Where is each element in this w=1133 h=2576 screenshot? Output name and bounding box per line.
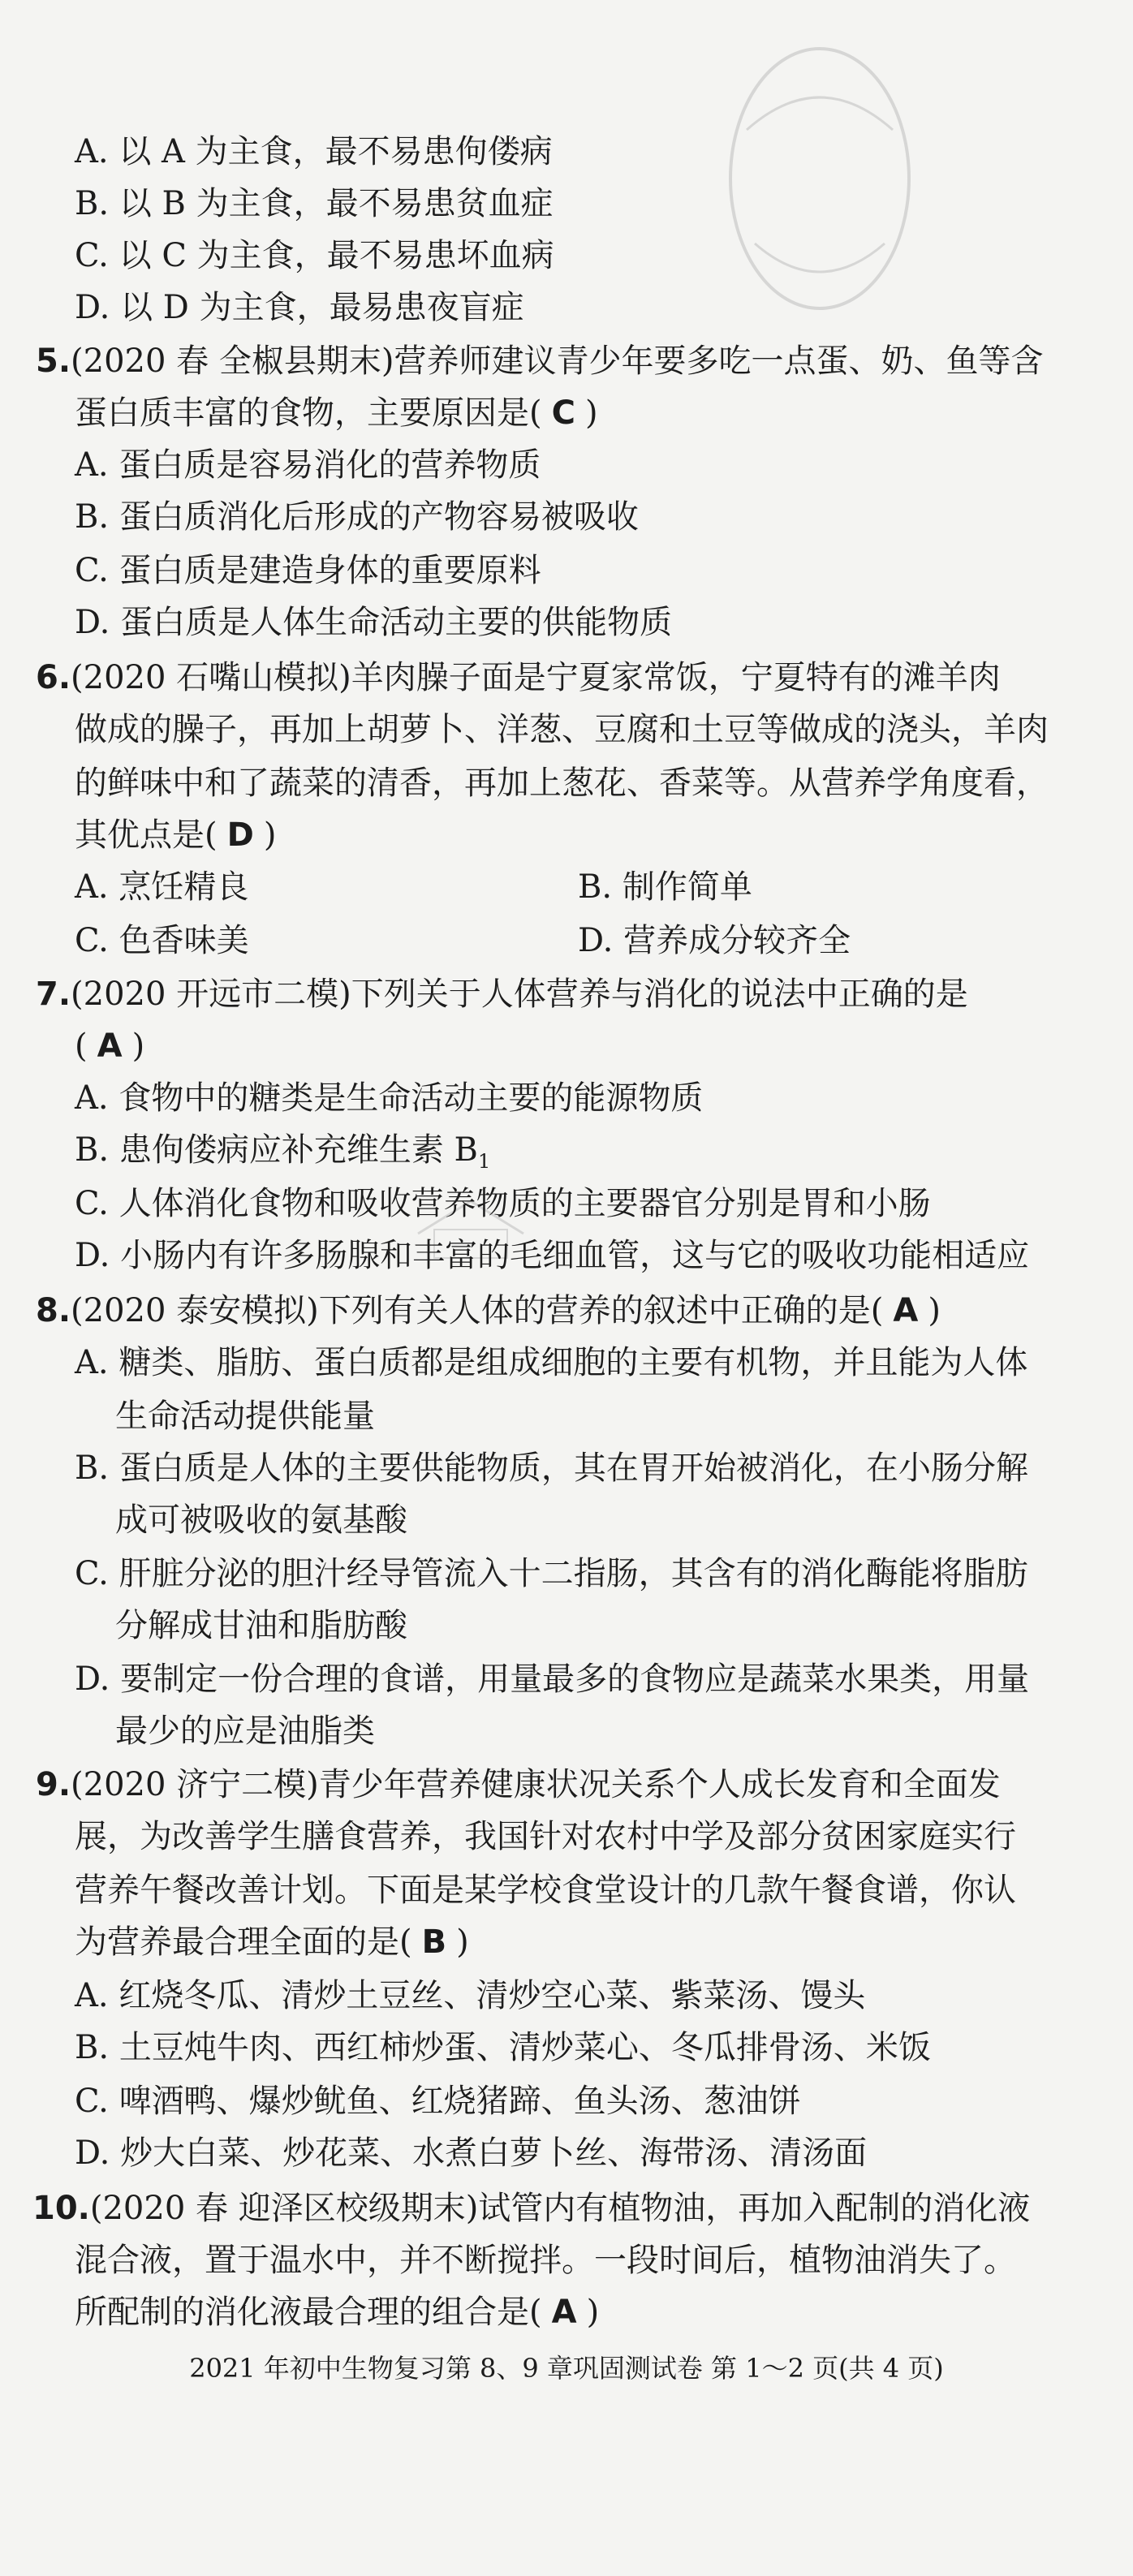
q8-option-a-line2: 生命活动提供能量: [115, 1398, 375, 1435]
q5-stem-line2: 蛋白质丰富的食物，主要原因是( C ): [75, 394, 598, 432]
q9-stem-line4: 为营养最合理全面的是( B ): [75, 1923, 469, 1961]
q7-option-b-subscript: 1: [477, 1150, 491, 1173]
q6-stem-line1: 6.(2020 石嘴山模拟)羊肉臊子面是宁夏家常饭，宁夏特有的滩羊肉: [36, 659, 1001, 696]
q10-stem-line2: 混合液，置于温水中，并不断搅拌。一段时间后，植物油消失了。: [75, 2242, 1016, 2279]
q6-stem-line2: 做成的臊子，再加上胡萝卜、洋葱、豆腐和土豆等做成的浇头，羊肉: [75, 711, 1049, 748]
q8-answer: A: [893, 1292, 919, 1329]
q9-option-b: B. 土豆炖牛肉、西红柿炒蛋、清炒菜心、冬瓜排骨汤、米饭: [75, 2029, 931, 2066]
q6-option-a: A. 烹饪精良: [75, 868, 249, 906]
q8-option-b-line2: 成可被吸收的氨基酸: [115, 1501, 407, 1539]
q9-answer: B: [421, 1923, 447, 1961]
q8-option-d-line1: D. 要制定一份合理的食谱，用量最多的食物应是蔬菜水果类，用量: [75, 1661, 1030, 1698]
q6-option-d: D. 营养成分较齐全: [578, 922, 851, 959]
q5-option-b: B. 蛋白质消化后形成的产物容易被吸收: [75, 498, 639, 536]
q8-option-d-line2: 最少的应是油脂类: [115, 1712, 375, 1750]
q4-option-b: B. 以 B 为主食，最不易患贫血症: [75, 185, 554, 222]
q8-stem: 8.(2020 泰安模拟)下列有关人体的营养的叙述中正确的是( A ): [36, 1292, 941, 1329]
q6-option-b: B. 制作简单: [578, 868, 752, 906]
q9-number: 9.: [36, 1766, 71, 1803]
q9-stem-line1: 9.(2020 济宁二模)青少年营养健康状况关系个人成长发育和全面发: [36, 1766, 1001, 1803]
q6-stem-line4: 其优点是( D ): [75, 816, 277, 854]
q6-stem-line3: 的鲜味中和了蔬菜的清香，再加上葱花、香菜等。从营养学角度看，: [75, 765, 1049, 802]
q10-number: 10.: [32, 2190, 90, 2227]
q9-option-a: A. 红烧冬瓜、清炒土豆丝、清炒空心菜、紫菜汤、馒头: [75, 1977, 866, 2014]
q9-stem-line3: 营养午餐改善计划。下面是某学校食堂设计的几款午餐食谱，你认: [75, 1872, 1016, 1909]
q4-option-d: D. 以 D 为主食，最易患夜盲症: [75, 289, 524, 326]
q7-answer: A: [97, 1027, 123, 1065]
q7-stem-line1: 7.(2020 开远市二模)下列关于人体营养与消化的说法中正确的是: [36, 976, 968, 1013]
q10-stem-line1: 10.(2020 春 迎泽区校级期末)试管内有植物油，再加入配制的消化液: [32, 2190, 1031, 2227]
q7-number: 7.: [36, 976, 71, 1013]
q8-option-b-line1: B. 蛋白质是人体的主要供能物质，其在胃开始被消化，在小肠分解: [75, 1450, 1028, 1487]
q5-number: 5.: [36, 342, 71, 380]
watermark-stamp-icon: [714, 32, 925, 325]
q4-option-a: A. 以 A 为主食，最不易患佝偻病: [75, 133, 553, 170]
q5-answer: C: [551, 394, 575, 432]
q5-option-a: A. 蛋白质是容易消化的营养物质: [75, 446, 541, 484]
page-footer: 2021 年初中生物复习第 8、9 章巩固测试卷 第 1～2 页(共 4 页): [189, 2353, 944, 2384]
q7-option-d: D. 小肠内有许多肠腺和丰富的毛细血管，这与它的吸收功能相适应: [75, 1237, 1030, 1274]
q7-stem-line2: ( A ): [75, 1027, 145, 1065]
q7-option-a: A. 食物中的糖类是生命活动主要的能源物质: [75, 1079, 704, 1117]
q8-option-c-line1: C. 肝脏分泌的胆汁经导管流入十二指肠，其含有的消化酶能将脂肪: [75, 1555, 1028, 1592]
q9-option-d: D. 炒大白菜、炒花菜、水煮白萝卜丝、海带汤、清汤面: [75, 2134, 868, 2172]
q6-number: 6.: [36, 659, 71, 696]
q6-option-c: C. 色香味美: [75, 922, 249, 959]
q8-option-c-line2: 分解成甘油和脂肪酸: [115, 1607, 407, 1644]
q8-number: 8.: [36, 1292, 71, 1329]
q9-option-c: C. 啤酒鸭、爆炒鱿鱼、红烧猪蹄、鱼头汤、葱油饼: [75, 2083, 801, 2120]
q5-option-c: C. 蛋白质是建造身体的重要原料: [75, 552, 541, 589]
q9-stem-line2: 展，为改善学生膳食营养，我国针对农村中学及部分贫困家庭实行: [75, 1818, 1016, 1855]
q6-answer: D: [226, 816, 254, 854]
q4-option-c: C. 以 C 为主食，最不易患坏血病: [75, 237, 554, 274]
q5-stem-line1: 5.(2020 春 全椒县期末)营养师建议青少年要多吃一点蛋、奶、鱼等含: [36, 342, 1044, 380]
q5-option-d: D. 蛋白质是人体生命活动主要的供能物质: [75, 604, 673, 641]
q8-option-a-line1: A. 糖类、脂肪、蛋白质都是组成细胞的主要有机物，并且能为人体: [75, 1344, 1028, 1381]
q7-option-b: B. 患佝偻病应补充维生素 $B_1$: [75, 1131, 491, 1173]
q10-answer: A: [551, 2294, 577, 2331]
q10-stem-line3: 所配制的消化液最合理的组合是( A ): [75, 2294, 600, 2331]
q7-option-c: C. 人体消化食物和吸收营养物质的主要器官分别是胃和小肠: [75, 1185, 931, 1222]
